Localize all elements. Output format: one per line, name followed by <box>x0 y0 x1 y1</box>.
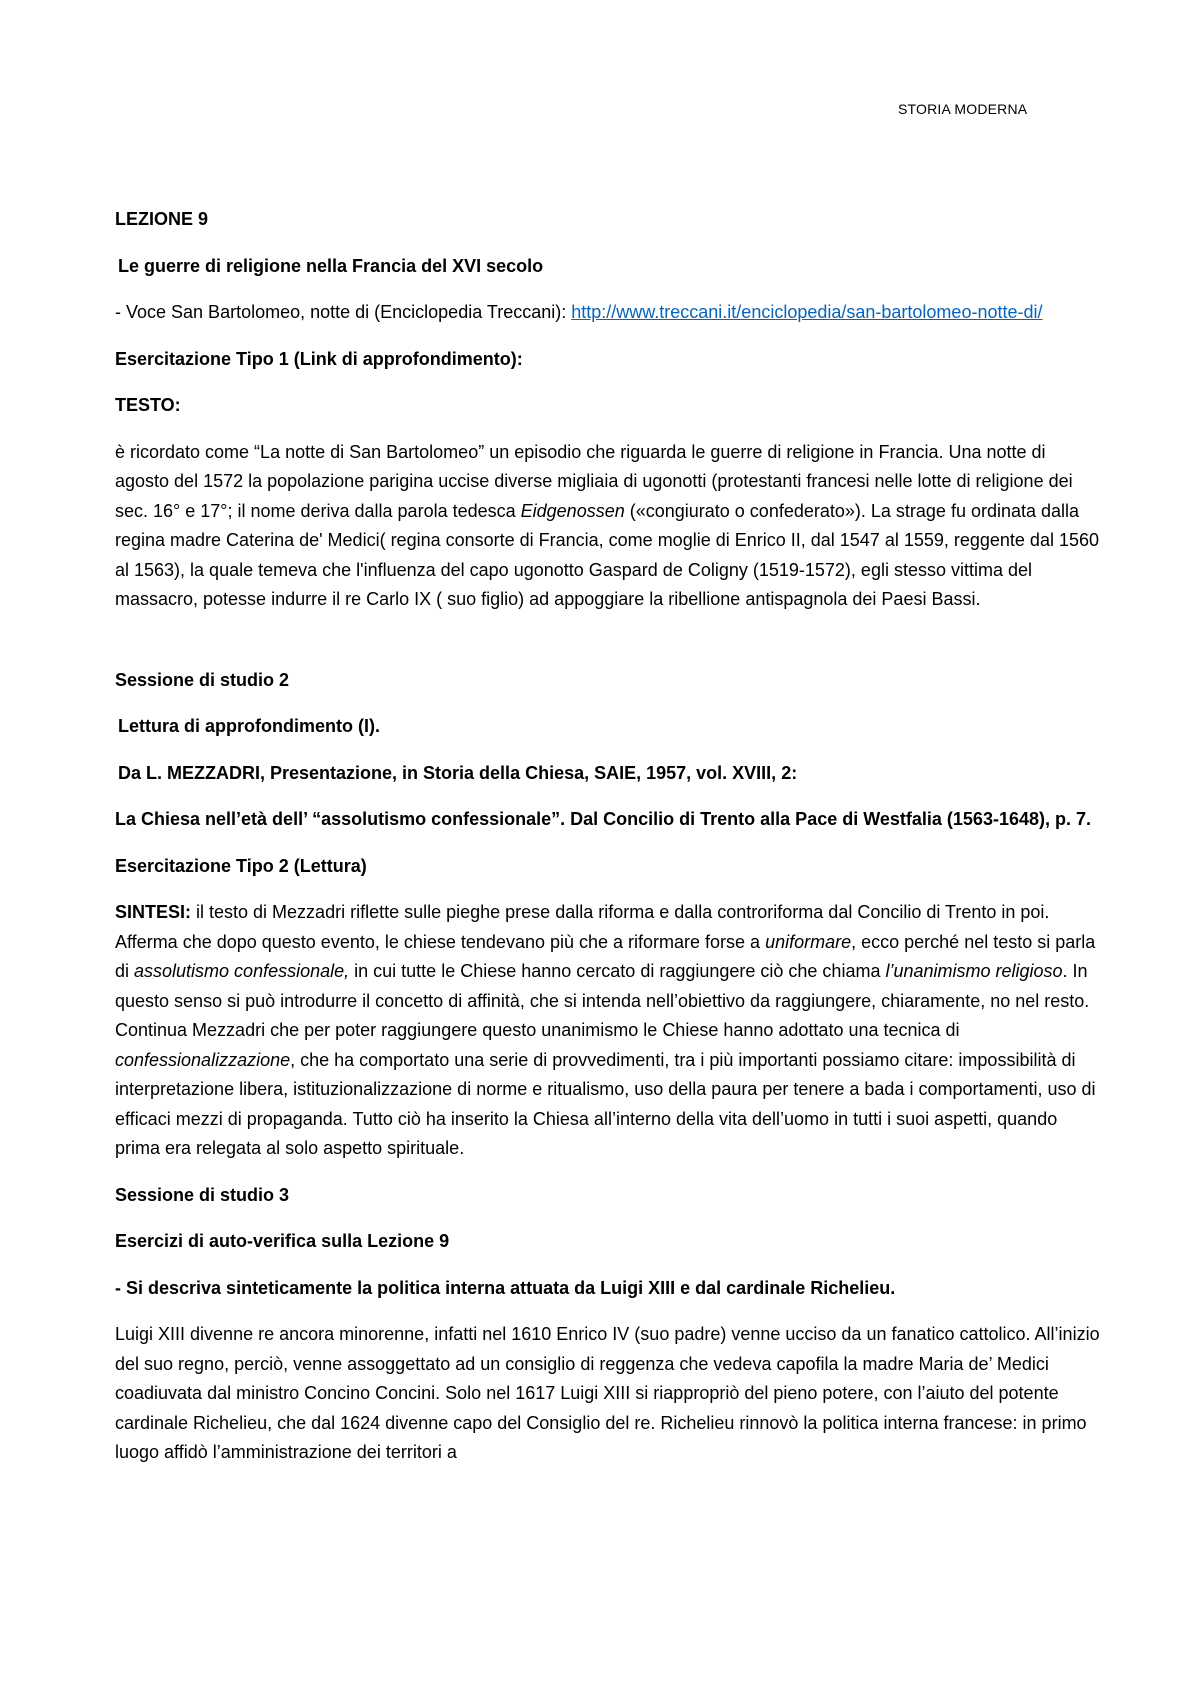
testo-italic-term: Eidgenossen <box>520 500 625 521</box>
sintesi-part-b: , ecco perché nel testo si parla di <box>115 931 1096 981</box>
running-header: STORIA MODERNA <box>898 101 1028 117</box>
testo-label: TESTO: <box>115 395 181 415</box>
sintesi-label: SINTESI: <box>115 902 192 922</box>
question-1: - Si descriva sinteticamente la politica interna attuata da Luigi XIII e dal cardinale Richelieu. <box>115 1277 896 1298</box>
reading-reference: Da L. MEZZADRI, Presentazione, in Storia della Chiesa, SAIE, 1957, vol. XVIII, 2: <box>118 762 798 783</box>
lesson-title: LEZIONE 9 <box>115 209 209 229</box>
session-3-heading: Sessione di studio 3 <box>115 1184 290 1205</box>
lesson-subtitle: Le guerre di religione nella Francia del XVI secolo <box>118 255 544 276</box>
answer-1: Luigi XIII divenne re ancora minorenne, infatti nel 1610 Enrico IV (suo padre) venne ucciso da un fanatico cattolico. All’inizio del suo regno, perciò, venne assoggettato ad un consiglio di reggenza che vedeva capofila la madre Maria de’ Medici coadiuvata dal ministro Concino Concini. Solo nel 1617 Luigi XIII si riappropriò del pieno potere, con l’aiuto del potente cardinale Richelieu, che dal 1624 divenne capo del Consiglio del re. Richelieu rinnovò la politica interna francese: in primo luogo affidò l’amministrazione dei territori a <box>115 1324 1100 1462</box>
spacer <box>115 632 1101 666</box>
sintesi-italic-1: uniformare <box>765 931 852 952</box>
exercises-heading: Esercizi di auto-verifica sulla Lezione 9 <box>115 1231 450 1251</box>
session-2-heading: Sessione di studio 2 <box>115 669 290 690</box>
reading-title: La Chiesa nell’età dell’ “assolutismo confessionale”. Dal Concilio di Trento alla Pace di Westfalia (1563-1648), p. 7. <box>115 809 1091 829</box>
sintesi-paragraph <box>115 898 1101 1164</box>
exercise-1-heading: Esercitazione Tipo 1 (Link di approfondimento): <box>115 348 523 369</box>
sintesi-part-e: , che ha comportato una serie di provvedimenti, tra i più importanti possiamo citare: impossibilità di interpretazione libera, istituzionalizzazione di norme e ritualismo, uso della paura per tenere a bada i comportamenti, uso di efficaci mezzi di propaganda. Tutto ciò ha inserito la Chiesa all’interno della vita dell’uomo in tutti i suoi aspetti, quando prima era relegata al solo aspetto spirituale. <box>115 1049 1096 1158</box>
testo-part-2: («congiurato o confederato»). La strage fu ordinata dalla regina madre Caterina de' Medici( regina consorte di Francia, come moglie di Enrico II, dal 1547 al 1559, reggente dal 1560 al 1563), la quale temeva che l'influenza del capo ugonotto Gaspard de Coligny (1519-1572), egli stesso vittima del massacro, potesse indurre il re Carlo IX ( suo figlio) ad appoggiare la ribellione antispagnola dei Paesi Bassi. <box>115 500 1099 609</box>
testo-paragraph <box>115 438 1101 615</box>
sintesi-italic-4: confessionalizzazione <box>115 1049 291 1070</box>
document-body <box>115 205 1101 1485</box>
testo-part-1: è ricordato come “La notte di San Bartolomeo” un episodio che riguarda le guerre di religione in Francia. Una notte di agosto del 1572 la popolazione parigina uccise diverse migliaia di ugonotti (protestanti francesi nelle lotte di religione dei sec. 16° e 17°; il nome deriva dalla parola tedesca <box>115 441 1073 521</box>
sintesi-italic-2: assolutismo confessionale, <box>134 961 350 981</box>
treccani-link[interactable]: http://www.treccani.it/enciclopedia/san-bartolomeo-notte-di/ <box>571 302 1043 322</box>
voce-text: - Voce San Bartolomeo, notte di (Enciclopedia Treccani): <box>115 302 572 322</box>
voce-paragraph <box>115 298 1101 328</box>
sintesi-part-d: . In questo senso si può introdurre il concetto di affinità, che si intenda nell’obiettivo da raggiungere, chiaramente, no nel resto. Continua Mezzadri che per poter raggiungere questo unanimismo le Chiese hanno adottato una tecnica di <box>115 961 1090 1040</box>
reading-heading: Lettura di approfondimento (I). <box>118 716 380 736</box>
sintesi-part-a: il testo di Mezzadri riflette sulle pieghe prese dalla riforma e dalla controriforma dal Concilio di Trento in poi. Afferma che dopo questo evento, le chiese tendevano più che a riformare forse a <box>115 902 1050 952</box>
sintesi-italic-3: l’unanimismo religioso <box>885 961 1063 981</box>
exercise-2-heading: Esercitazione Tipo 2 (Lettura) <box>115 855 367 876</box>
sintesi-part-c: in cui tutte le Chiese hanno cercato di raggiungere ciò che chiama <box>349 961 886 981</box>
